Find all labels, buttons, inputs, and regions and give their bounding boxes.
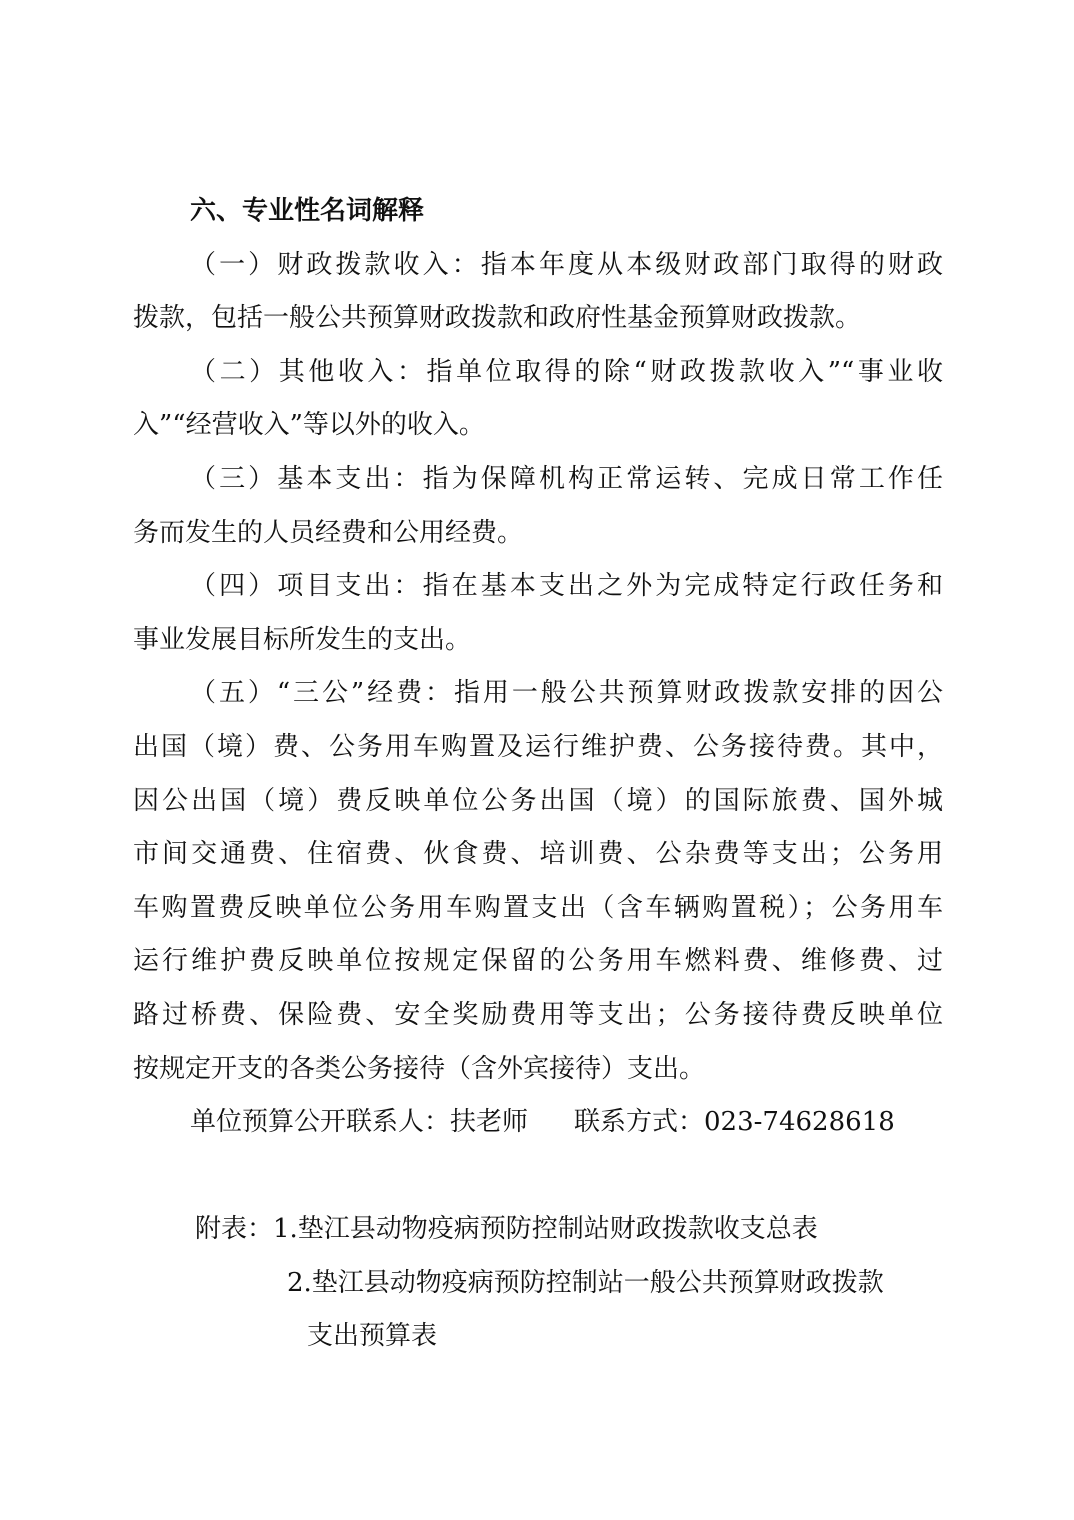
paragraph-line: 出国（境）费、公务用车购置及运行维护费、公务接待费。其中， bbox=[133, 731, 943, 762]
paragraph-line: （四）项目支出：指在基本支出之外为完成特定行政任务和 bbox=[190, 571, 943, 602]
paragraph-line: （二）其他收入：指单位取得的除“财政拨款收入”“事业收 bbox=[190, 356, 943, 387]
paragraph-line: 因公出国（境）费反映单位公务出国（境）的国际旅费、国外城 bbox=[133, 785, 943, 816]
paragraph-line: 事业发展目标所发生的支出。 bbox=[133, 624, 472, 655]
paragraph-line: （一）财政拨款收入：指本年度从本级财政部门取得的财政 bbox=[190, 249, 943, 280]
contact-phone: 联系方式：023-74628618 bbox=[574, 1107, 895, 1138]
contact-line bbox=[133, 1096, 943, 1150]
attachment-1: 附表：1.垫江县动物疫病预防控制站财政拨款收支总表 bbox=[195, 1214, 818, 1245]
paragraph bbox=[133, 239, 943, 346]
section-heading: 六、专业性名词解释 bbox=[190, 196, 425, 226]
paragraph bbox=[133, 346, 943, 453]
attachment-2: 2.垫江县动物疫病预防控制站一般公共预算财政拨款 bbox=[287, 1267, 884, 1298]
paragraph bbox=[133, 560, 943, 667]
document-body bbox=[133, 185, 943, 1364]
paragraph-line: （三）基本支出：指为保障机构正常运转、完成日常工作任 bbox=[190, 463, 943, 494]
paragraph-line: 入”“经营收入”等以外的收入。 bbox=[133, 410, 485, 441]
paragraph-line: 运行维护费反映单位按规定保留的公务用车燃料费、维修费、过 bbox=[133, 946, 943, 977]
paragraph-line: 市间交通费、住宿费、伙食费、培训费、公杂费等支出；公务用 bbox=[133, 839, 943, 870]
attachment-2-continued: 支出预算表 bbox=[307, 1321, 438, 1352]
paragraph-line: 拨款，包括一般公共预算财政拨款和政府性基金预算财政拨款。 bbox=[133, 303, 862, 334]
paragraph bbox=[133, 667, 943, 1096]
paragraph-line: 务而发生的人员经费和公用经费。 bbox=[133, 517, 524, 548]
paragraph-line: 路过桥费、保险费、安全奖励费用等支出；公务接待费反映单位 bbox=[133, 999, 943, 1030]
paragraph-line: 车购置费反映单位公务用车购置支出（含车辆购置税）；公务用车 bbox=[133, 892, 943, 923]
paragraph bbox=[133, 453, 943, 560]
paragraph-line: （五）“三公”经费：指用一般公共预算财政拨款安排的因公 bbox=[190, 678, 943, 709]
contact-person: 单位预算公开联系人：扶老师 bbox=[190, 1107, 529, 1138]
definitions bbox=[133, 239, 943, 1097]
paragraph-line: 按规定开支的各类公务接待（含外宾接待）支出。 bbox=[133, 1053, 706, 1084]
